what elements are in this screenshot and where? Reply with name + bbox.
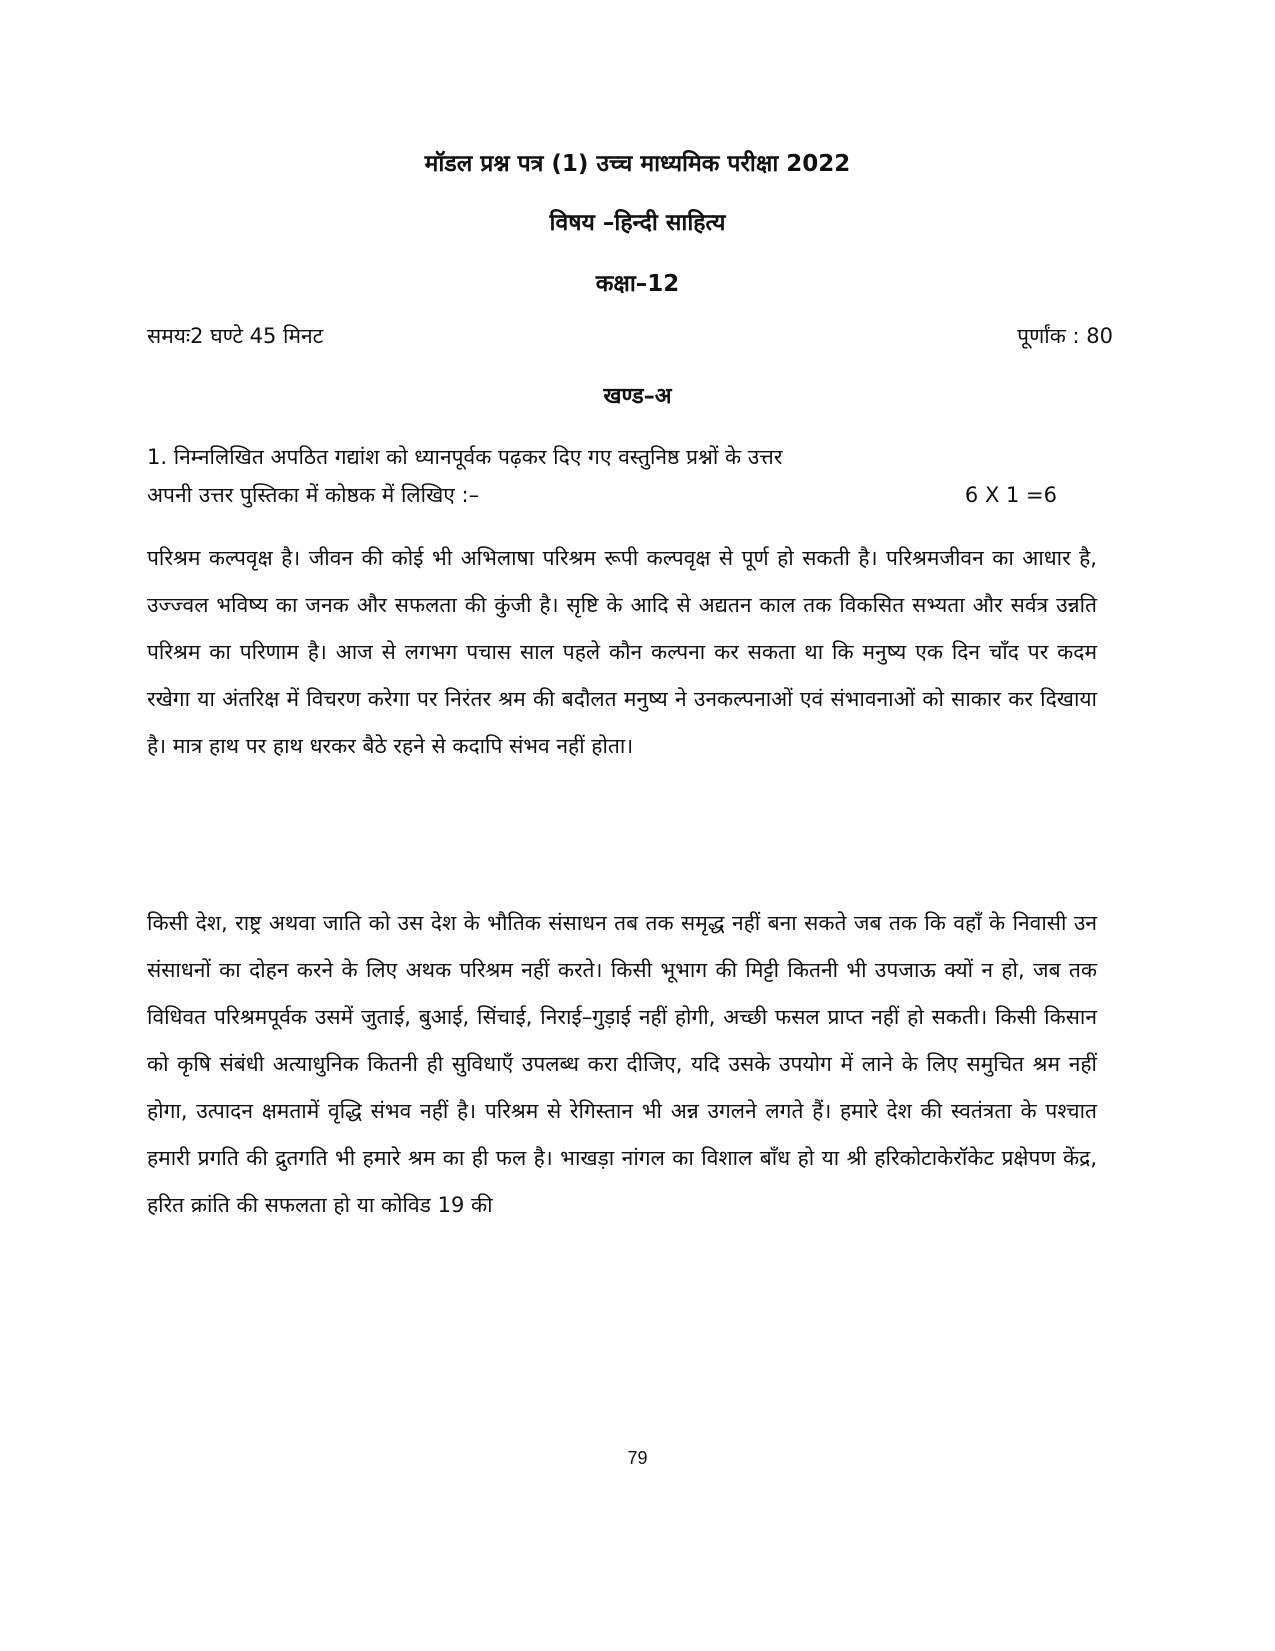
- paper-title: मॉडल प्रश्न पत्र (1) उच्च माध्यमिक परीक्षा 2022: [424, 151, 851, 177]
- question-1-marks: 6 X 1 =6: [964, 483, 1057, 507]
- section-heading: खण्ड–अ: [603, 384, 672, 409]
- subject-title: विषय –हिन्दी साहित्य: [549, 210, 726, 236]
- question-1: [147, 438, 1097, 514]
- page-number: 79: [627, 1448, 648, 1468]
- passage-paragraph-1: परिश्रम कल्पवृक्ष है। जीवन की कोई भी अभिलाषा परिश्रम रूपी कल्पवृक्ष से पूर्ण हो सकती है। परिश्रमजीवन का आधार है, उज्ज्वल भविष्य का जनक और सफलता की कुंजी है। सृष्टि के आदि से अद्यतन काल तक विकसित सभ्यता और सर्वत्र उन्नति परिश्रम का परिणाम है। आज से लगभग पचास साल पहले कौन कल्पना कर सकता था कि मनुष्य एक दिन चाँद पर कदम रखेगा या अंतरिक्ष में विचरण करेगा पर निरंतर श्रम की बदौलत मनुष्य ने उनकल्पनाओं एवं संभावनाओं को साकार कर दिखाया है। मात्र हाथ पर हाथ धरकर बैठे रहने से कदापि संभव नहीं होता।: [147, 546, 1097, 758]
- question-1-line-2-row: [147, 476, 1097, 514]
- question-1-line-2: अपनी उत्तर पुस्तिका में कोष्ठक में लिखिए :–: [147, 483, 480, 507]
- class-title: कक्षा–12: [595, 271, 680, 297]
- exam-meta: [147, 322, 1113, 350]
- time-allowed: समयः2 घण्टे 45 मिनट: [147, 324, 324, 348]
- passage-paragraph-2: किसी देश, राष्ट्र अथवा जाति को उस देश के भौतिक संसाधन तब तक समृद्ध नहीं बना सकते जब तक कि वहाँ के निवासी उन संसाधनों का दोहन करने के लिए अथक परिश्रम नहीं करते। किसी भूभाग की मिट्टी कितनी भी उपजाऊ क्यों न हो, जब तक विधिवत परिश्रमपूर्वक उसमें जुताई, बुआई, सिंचाई, निराई–गुड़ाई नहीं होगी, अच्छी फसल प्राप्त नहीं हो सकती। किसी किसान को कृषि संबंधी अत्याधुनिक कितनी ही सुविधाएँ उपलब्ध करा दीजिए, यदि उसके उपयोग में लाने के लिए समुचित श्रम नहीं होगा, उत्पादन क्षमतामें वृद्धि संभव नहीं है। परिश्रम से रेगिस्तान भी अन्न उगलने लगते हैं। हमारे देश की स्वतंत्रता के पश्चात हमारी प्रगति की द्रुतगति भी हमारे श्रम का ही फल है। भाखड़ा नांगल का विशाल बाँध हो या श्री हरिकोटाकेरॉकेट प्रक्षेपण केंद्र, हरित क्रांति की सफलता हो या कोविड 19 की: [147, 911, 1097, 1217]
- max-marks: पूर्णांक : 80: [1017, 324, 1113, 348]
- question-1-line-1: 1. निम्नलिखित अपठित गद्यांश को ध्यानपूर्वक पढ़कर दिए गए वस्तुनिष्ठ प्रश्नों के उत्तर: [147, 445, 783, 469]
